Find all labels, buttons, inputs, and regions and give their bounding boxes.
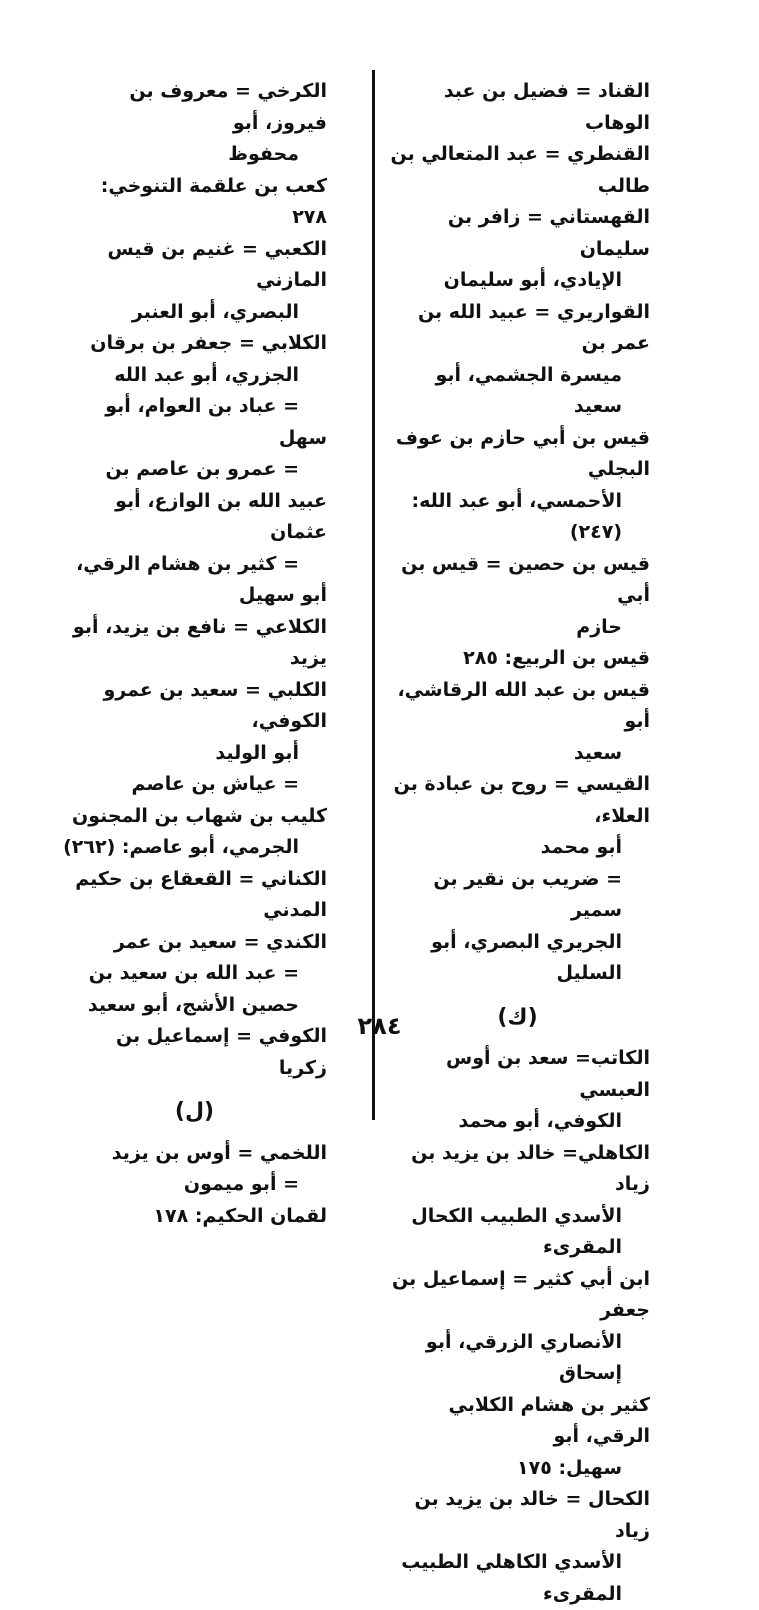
index-entry: ميسرة الجشمي، أبو سعيد: [435, 363, 622, 417]
section-heading-lam: (ل): [174, 1099, 215, 1124]
right-entries-bottom: [385, 1043, 650, 1610]
index-entry: الكندي = سعيد بن عمر: [113, 930, 327, 953]
index-entry: سهيل: ١٧٥: [517, 1456, 622, 1479]
index-entry: الكاهلي= خالد بن يزيد بن زياد: [411, 1141, 650, 1195]
index-entry: الإيادي، أبو سليمان: [443, 269, 622, 291]
index-entry: الكوفي، أبو محمد: [458, 1110, 622, 1132]
index-entry: الكلاعي = نافع بن يزيد، أبو يزيد: [72, 615, 327, 669]
index-entry: الأحمسي، أبو عبد الله: (٢٤٧): [411, 489, 622, 543]
index-entry: الكلبي = سعيد بن عمرو الكوفي،: [103, 678, 327, 732]
index-entry: ابن أبي كثير = إسماعيل بن جعفر: [392, 1267, 650, 1321]
index-entry: الكلابي = جعفر بن برقان: [90, 332, 327, 354]
index-entry: الكوفي = إسماعيل بن زكريا: [115, 1025, 327, 1079]
index-entry: البصري، أبو العنبر: [131, 300, 299, 323]
index-entry: قيس بن حصين = قيس بن أبي: [401, 552, 650, 606]
index-entry: الأنصاري الزرقي، أبو إسحاق: [425, 1330, 622, 1384]
index-entry: القهستاني = زافر بن سليمان: [447, 206, 650, 260]
index-entry: القيسي = روح بن عبادة بن العلاء،: [393, 773, 650, 827]
index-entry: قيس بن عبد الله الرقاشي، أبو: [397, 678, 650, 732]
index-entry: كعب بن علقمة التنوخي: ٢٧٨: [100, 174, 327, 228]
index-entry: = أبو ميمون: [183, 1173, 299, 1195]
index-entry: حصين الأشج، أبو سعيد: [87, 993, 299, 1016]
column-divider: [372, 70, 375, 1120]
index-entry: القواريري = عبيد الله بن عمر بن: [417, 300, 650, 354]
left-column: [62, 76, 327, 1232]
index-entry: قيس بن أبي حازم بن عوف البجلي: [395, 426, 650, 480]
index-entry: أبو محمد: [540, 836, 622, 858]
index-entry: أبو الوليد: [215, 741, 299, 764]
index-entry: = عبد الله بن سعيد بن: [88, 962, 299, 984]
index-entry: الجريري البصري، أبو السليل: [431, 930, 622, 984]
index-entry: حازم: [576, 615, 622, 638]
index-entry: الكحال = خالد بن يزيد بن زياد: [414, 1488, 650, 1542]
index-entry: كليب بن شهاب بن المجنون: [71, 804, 327, 827]
right-entries-top: [385, 76, 650, 990]
index-entry: الأسدي الكاهلي الطبيب المقرىء: [401, 1551, 622, 1605]
index-entry: لقمان الحكيم: ١٧٨: [153, 1204, 327, 1227]
index-entry: محفوظ: [228, 143, 299, 165]
left-entries-top: [62, 76, 327, 1084]
index-entry: سعيد: [573, 741, 622, 764]
index-entry: = عياش بن عاصم: [131, 773, 299, 795]
index-entry: الجزري، أبو عبد الله: [114, 363, 299, 386]
index-entry: القناد = فضيل بن عبد الوهاب: [443, 80, 650, 134]
index-entry: الجرمي، أبو عاصم: (٢٦٢): [63, 836, 299, 858]
index-entry: سهل: [278, 426, 327, 449]
index-entry: كثير بن هشام الكلابي الرقي، أبو: [448, 1393, 650, 1447]
index-entry: الكعبي = غنيم بن قيس المازني: [107, 237, 327, 291]
index-entry: = ضريب بن نقير بن سمير: [433, 867, 622, 921]
index-entry: الكرخي = معروف بن فيروز، أبو: [129, 80, 327, 134]
index-entry: أبو سهيل: [238, 584, 327, 606]
index-entry: = كثير بن هشام الرقي،: [76, 552, 299, 575]
index-entry: = عباد بن العوام، أبو: [105, 395, 299, 417]
index-entry: قيس بن الربيع: ٢٨٥: [463, 647, 650, 669]
page-number: ٢٨٤: [357, 1012, 402, 1040]
index-entry: عبيد الله بن الوازع، أبو عثمان: [115, 489, 327, 543]
right-column: [385, 76, 650, 1610]
index-entry: = عمرو بن عاصم بن: [105, 458, 299, 480]
index-entry: الكاتب= سعد بن أوس العبسي: [446, 1047, 650, 1101]
index-entry: الأسدي الطبيب الكحال المقرىء: [411, 1204, 622, 1258]
section-heading-kaf: (ك): [497, 1004, 538, 1030]
index-entry: القنطري = عبد المتعالي بن طالب: [390, 143, 650, 197]
left-entries-bottom: [62, 1138, 327, 1233]
index-entry: اللخمي = أوس بن يزيد: [111, 1141, 327, 1164]
index-entry: الكناني = القعقاع بن حكيم المدني: [75, 867, 327, 921]
